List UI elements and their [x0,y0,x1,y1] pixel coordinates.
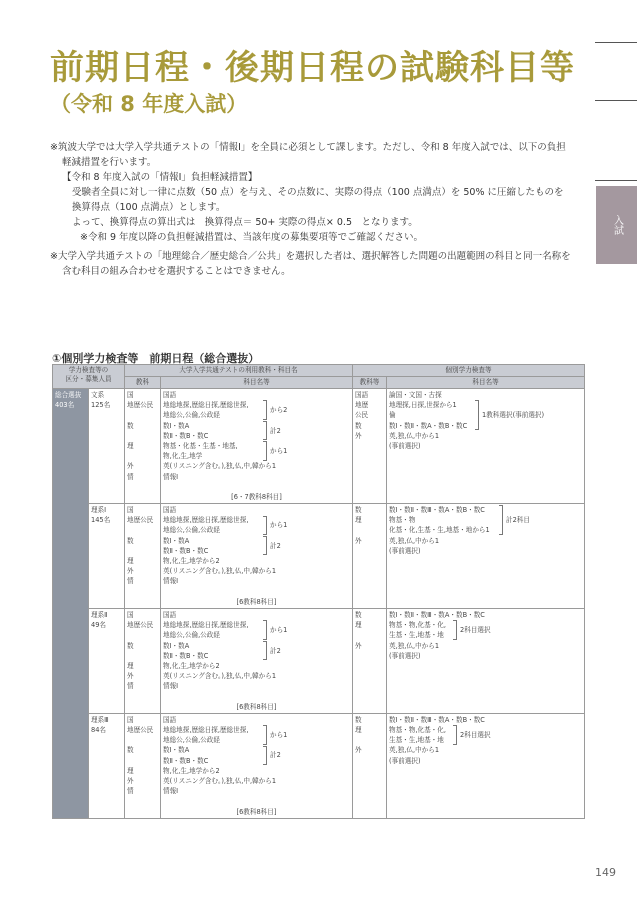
margin-rule-top [595,42,637,43]
kyotsu-kamoku-cell [161,608,353,713]
kyoka-line [127,525,158,535]
kobetsu-kyoka-line: 地歴 [355,401,369,410]
kobetsu-kyoka-line: 外 [355,431,362,440]
kamoku-line: 数Ⅱ・数B・数C [163,546,209,555]
kyoka-line: 理 [127,557,134,566]
kyoka-line [127,410,158,420]
kamoku-line: 数Ⅱ・数B・数C [163,651,209,660]
brace-note: から1 [263,441,287,461]
kyoka-line [127,756,158,766]
note-line: 含む科目の組み合わせを選択することはできません。 [62,266,291,277]
kamoku-line: 数Ⅱ・数B・数C [163,756,209,765]
brace-note: から1 [263,515,287,535]
kyoka-line: 地歴公民 [127,516,154,525]
section-side-tab: 入試 [596,186,637,264]
kamoku-line: 数Ⅰ・数A [163,746,190,755]
brace-note: から1 [263,725,287,745]
kobetsu-kamoku-line: (事前選択) [389,546,421,555]
kamoku-line: 英(リスニング含む。),独,仏,中,韓から1 [163,672,277,681]
kyotsu-kyoka-cell [125,608,161,713]
kamoku-line [163,482,350,492]
kamoku-line: 情報Ⅰ [163,577,179,586]
kamoku-line: 英(リスニング含む。),独,仏,中,韓から1 [163,567,277,576]
brace-note: から1 [263,620,287,640]
kobetsu-kamoku-line: 地理探,日探,世探から1 [389,401,457,410]
brace-note: 計2 [263,745,281,765]
kyoka-line: 情 [127,682,134,691]
kyoka-line: 地歴公民 [127,726,154,735]
kyoka-line: 地歴公民 [127,621,154,630]
header-kamoku2: 科目名等 [387,377,585,389]
kyoka-line [127,482,158,492]
kamoku-line: 物基・化基・生基・地基, [163,441,238,450]
table-row [53,504,585,609]
subject-total: [6・7教科8科目] [231,492,282,501]
kamoku-line [163,587,350,597]
note-line: ※令和 9 年度以降の負担軽減措置は、当該年度の募集要項等でご確認ください。 [80,232,424,243]
kamoku-line: 英(リスニング含む。),独,仏,中,韓から1 [163,776,277,785]
kyoka-line: 数 [127,746,134,755]
kobetsu-kyoka-cell [353,504,387,609]
brace-note: 計2 [263,641,281,661]
kamoku-line: 地総地探,歴総日探,歴総世探, [163,621,249,630]
kobetsu-kamoku-line: 物基・物,化基・化, [389,726,446,735]
kyoka-line [127,796,158,806]
note-line: よって、換算得点の算出式は 換算得点＝ 50+ 実際の得点× 0.5 となります。 [72,217,418,228]
kobetsu-kyoka-line: 理 [355,621,362,630]
kamoku-line: 地総地探,歴総日探,歴総世探, [163,401,249,410]
kyoka-line: 情 [127,787,134,796]
kamoku-line: 物,化,生,地学から2 [163,661,220,670]
kamoku-line: 数Ⅱ・数B・数C [163,431,209,440]
kyoka-line: 国 [127,391,134,399]
kamoku-line: 地総公,公倫,公政経 [163,526,220,535]
group-name-cell: 文系 125名 [89,389,125,504]
kobetsu-kyoka-line: 数 [355,610,362,619]
kobetsu-kamoku-line: 倫 [389,411,396,420]
kyoka-line: 外 [127,567,134,576]
page-number: 149 [595,866,616,879]
kamoku-line [163,691,350,701]
kamoku-line: 地総公,公倫,公政経 [163,736,220,745]
exam-subjects-table [52,364,585,819]
kobetsu-kyoka-line: 数 [355,421,362,430]
group-name-cell: 理系Ⅲ 84名 [89,713,125,818]
kyoka-line: 理 [127,441,134,450]
kyoka-line [127,651,158,661]
kobetsu-kyoka-line [355,525,384,535]
kamoku-line: 地総公,公倫,公政経 [163,411,220,420]
kyotsu-kamoku-cell [161,389,353,504]
note-line: ※大学入学共通テストの「地理総合／歴史総合／公共」を選択した者は、選択解答した問題の出題範囲の科目と同一名称を [50,251,571,262]
kobetsu-kamoku-line: 化基・化,生基・生,地基・地から1 [389,526,490,535]
section-title: ①個別学力検査等 前期日程（総合選抜） [52,352,260,365]
kobetsu-kamoku-line: (事前選択) [389,651,421,660]
kamoku-line: 英(リスニング含む。),独,仏,中,韓から1 [163,462,277,471]
kyoka-line: 数 [127,536,134,545]
kobetsu-kyoka-line: 公民 [355,411,369,420]
kobetsu-kamoku-line: 生基・生,地基・地 [389,736,444,745]
kamoku-line: 地総公,公倫,公政経 [163,631,220,640]
kyoka-line [127,431,158,441]
kobetsu-kamoku-line: 英,独,仏,中から1 [389,641,440,650]
kamoku-line: 数Ⅰ・数A [163,421,190,430]
brace-note: 計2 [263,421,281,441]
kamoku-line: 国語 [163,715,177,724]
kamoku-line: 数Ⅰ・数A [163,536,190,545]
note-line: 【令和 8 年度入試の「情報Ⅰ」負担軽減措置】 [62,172,258,183]
kamoku-line: 情報Ⅰ [163,472,179,481]
table-row [53,608,585,713]
header-kyoka: 教科 [125,377,161,389]
table-row [53,713,585,818]
kyoka-line: 理 [127,661,134,670]
kyotsu-kyoka-cell [125,389,161,504]
kamoku-line: 地総地探,歴総日探,歴総世探, [163,516,249,525]
table-row [53,389,585,504]
kamoku-line: 物,化,生,地学から2 [163,557,220,566]
brace-note: から2 [263,400,287,420]
kobetsu-kyoka-cell [353,713,387,818]
kobetsu-kyoka-line: 外 [355,746,362,755]
header-kobetsu: 個別学力検査等 [353,365,585,377]
kyotsu-kamoku-cell [161,713,353,818]
stub-cell: 総合選抜 403名 [53,389,89,819]
kobetsu-kamoku-cell [387,504,585,609]
kobetsu-kyoka-line: 数 [355,715,362,724]
kobetsu-kamoku-cell [387,713,585,818]
kobetsu-kamoku-line: (事前選択) [389,756,421,765]
kamoku-line: 物,化,生,地学 [163,452,203,461]
kyotsu-kyoka-cell [125,713,161,818]
kamoku-line [163,796,350,806]
kobetsu-kyoka-cell [353,389,387,504]
notes-block [50,140,595,279]
kobetsu-kamoku-line: 生基・生,地基・地 [389,631,444,640]
kyotsu-kyoka-cell [125,504,161,609]
kobetsu-kamoku-line: (事前選択) [389,441,421,450]
kobetsu-kamoku-cell [387,389,585,504]
kyoka-line [127,735,158,745]
kobetsu-kamoku-line: 英,独,仏,中から1 [389,536,440,545]
kamoku-line: 国語 [163,506,177,515]
kyoka-line [127,546,158,556]
brace-note: 1教科選択(事前選択) [475,400,544,431]
header-kyoka2: 教科等 [353,377,387,389]
kobetsu-kyoka-line: 理 [355,726,362,735]
header-kyotsu: 大学入学共通テストの利用教科・科目名 [125,365,353,377]
kobetsu-kyoka-line: 国語 [355,391,369,399]
kyoka-line [127,691,158,701]
kobetsu-kyoka-line: 外 [355,641,362,650]
header-kubun: 学力検査等の 区分・募集人員 [53,365,125,389]
margin-rule-middle [595,100,637,101]
kobetsu-kyoka-line [355,630,384,640]
group-name-cell: 理系Ⅱ 49名 [89,608,125,713]
kobetsu-kamoku-line: 数Ⅰ・数Ⅱ・数Ⅲ・数A・数B・数C [389,610,485,619]
kyoka-line: 国 [127,715,134,724]
brace-note: 計2 [263,536,281,556]
group-name-cell: 理系Ⅰ 145名 [89,504,125,609]
kamoku-line: 国語 [163,391,177,399]
kobetsu-kamoku-line: 論国・文国・古探 [389,391,442,399]
page-title: 前期日程・後期日程の試験科目等 [50,48,575,88]
kyoka-line: 情 [127,577,134,586]
kyoka-line: 外 [127,672,134,681]
subject-total: [6教科8科目] [236,597,277,606]
kyoka-line [127,630,158,640]
kyoka-line: 国 [127,506,134,515]
brace-note: 計2科目 [499,505,530,536]
kobetsu-kamoku-line: 英,独,仏,中から1 [389,746,440,755]
kyoka-line [127,587,158,597]
brace-note: 2科目選択 [453,620,491,640]
note-line: 換算得点（100 点満点）とします。 [72,202,226,213]
kobetsu-kamoku-cell [387,608,585,713]
kyoka-line: 外 [127,776,134,785]
kyoka-line: 情 [127,472,134,481]
kyoka-line: 地歴公民 [127,401,154,410]
note-line: 受験者全員に対し一律に点数（50 点）を与え、その点数に、実際の得点（100 点満点）を 50% に圧縮したものを [72,187,564,198]
kobetsu-kyoka-line: 外 [355,536,362,545]
brace-note: 2科目選択 [453,725,491,745]
kobetsu-kamoku-line: 物基・物,化基・化, [389,621,446,630]
kyoka-line: 理 [127,766,134,775]
kyoka-line: 外 [127,462,134,471]
margin-rule-lower [595,180,637,181]
kyoka-line: 数 [127,421,134,430]
kobetsu-kamoku-line: 英,独,仏,中から1 [389,431,440,440]
kyotsu-kamoku-cell [161,504,353,609]
kyoka-line [127,451,158,461]
kobetsu-kamoku-line: 数Ⅰ・数Ⅱ・数Ⅲ・数A・数B・数C [389,715,485,724]
kobetsu-kyoka-line [355,735,384,745]
subject-total: [6教科8科目] [236,807,277,816]
note-line: ※筑波大学では大学入学共通テストの「情報Ⅰ」を全員に必須として課します。ただし、令和 8 年度入試では、以下の負担 [50,142,566,153]
kobetsu-kamoku-line: 数Ⅰ・数Ⅱ・数A・数B・数C [389,421,468,430]
note-line: 軽減措置を行います。 [62,157,157,168]
kobetsu-kyoka-line: 理 [355,516,362,525]
page-subtitle: （令和 8 年度入試） [50,92,248,116]
kobetsu-kamoku-line: 数Ⅰ・数Ⅱ・数Ⅲ・数A・数B・数C [389,506,485,515]
kobetsu-kamoku-line: 物基・物 [389,516,416,525]
kamoku-line: 情報Ⅰ [163,787,179,796]
kamoku-line: 国語 [163,610,177,619]
kamoku-line: 地総地探,歴総日探,歴総世探, [163,726,249,735]
kyoka-line: 国 [127,610,134,619]
kamoku-line: 情報Ⅰ [163,682,179,691]
kobetsu-kyoka-cell [353,608,387,713]
kyoka-line: 数 [127,641,134,650]
kamoku-line: 物,化,生,地学から2 [163,766,220,775]
subject-total: [6教科8科目] [236,702,277,711]
kamoku-line: 数Ⅰ・数A [163,641,190,650]
header-kamoku: 科目名等 [161,377,353,389]
kobetsu-kyoka-line: 数 [355,506,362,515]
